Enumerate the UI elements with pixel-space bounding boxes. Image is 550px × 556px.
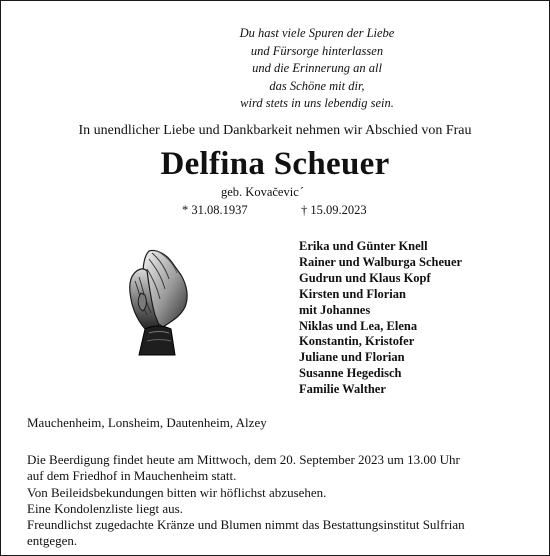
details-line: Eine Kondolenzliste liegt aus.	[27, 500, 183, 516]
maiden-name	[221, 184, 304, 200]
poem-line: und Fürsorge hinterlassen	[250, 43, 384, 58]
poem-line: wird stets in uns lebendig sein.	[240, 96, 394, 111]
family-member: Konstantin, Kristofer	[299, 334, 415, 349]
family-member: Gudrun und Klaus Kopf	[299, 270, 431, 285]
poem-line: Du hast viele Spuren der Liebe	[239, 26, 395, 40]
places-line: Mauchenheim, Lonsheim, Dautenheim, Alzey	[27, 415, 267, 430]
family-member: Niklas und Lea, Elena	[299, 318, 418, 333]
family-member: Susanne Hegedisch	[299, 366, 402, 381]
praying-hands-icon	[119, 245, 195, 357]
details-line: Die Beerdigung findet heute am Mittwoch, dem 20. September 2023 um 13.00 Uhr	[27, 452, 460, 467]
details-line: auf dem Friedhof in Mauchenheim statt.	[27, 468, 237, 484]
family-member: Familie Walther	[299, 382, 386, 397]
details-line: Von Beileidsbekundungen bitten wir höflichst abzusehen.	[27, 484, 327, 500]
maiden-name-text: geb. Kovačevic	[221, 185, 299, 199]
family-member: Juliane und Florian	[299, 350, 405, 365]
details-line: entgegen.	[27, 533, 78, 549]
death-date: † 15.09.2023	[301, 203, 367, 217]
details-line: Freundlichst zugedachte Kränze und Blumen nimmt das Bestattungsinstitut Sulfrian	[27, 517, 465, 533]
family-member: mit Johannes	[299, 302, 371, 317]
memorial-poem	[131, 25, 503, 113]
family-member: Rainer und Walburga Scheuer	[299, 254, 463, 269]
farewell-intro: In unendlicher Liebe und Dankbarkeit nehmen wir Abschied von Frau	[78, 123, 472, 138]
funeral-details	[27, 452, 465, 550]
maiden-name-mark: ´	[299, 185, 304, 199]
family-list	[299, 239, 462, 398]
poem-line: und die Erinnerung an all	[252, 61, 382, 76]
deceased-name: Delfina Scheuer	[160, 146, 390, 182]
birth-date: * 31.08.1937	[182, 203, 248, 217]
family-member: Kirsten und Florian	[299, 286, 406, 301]
poem-line: das Schöne mit dir,	[269, 78, 365, 93]
family-member: Erika und Günter Knell	[299, 239, 428, 253]
